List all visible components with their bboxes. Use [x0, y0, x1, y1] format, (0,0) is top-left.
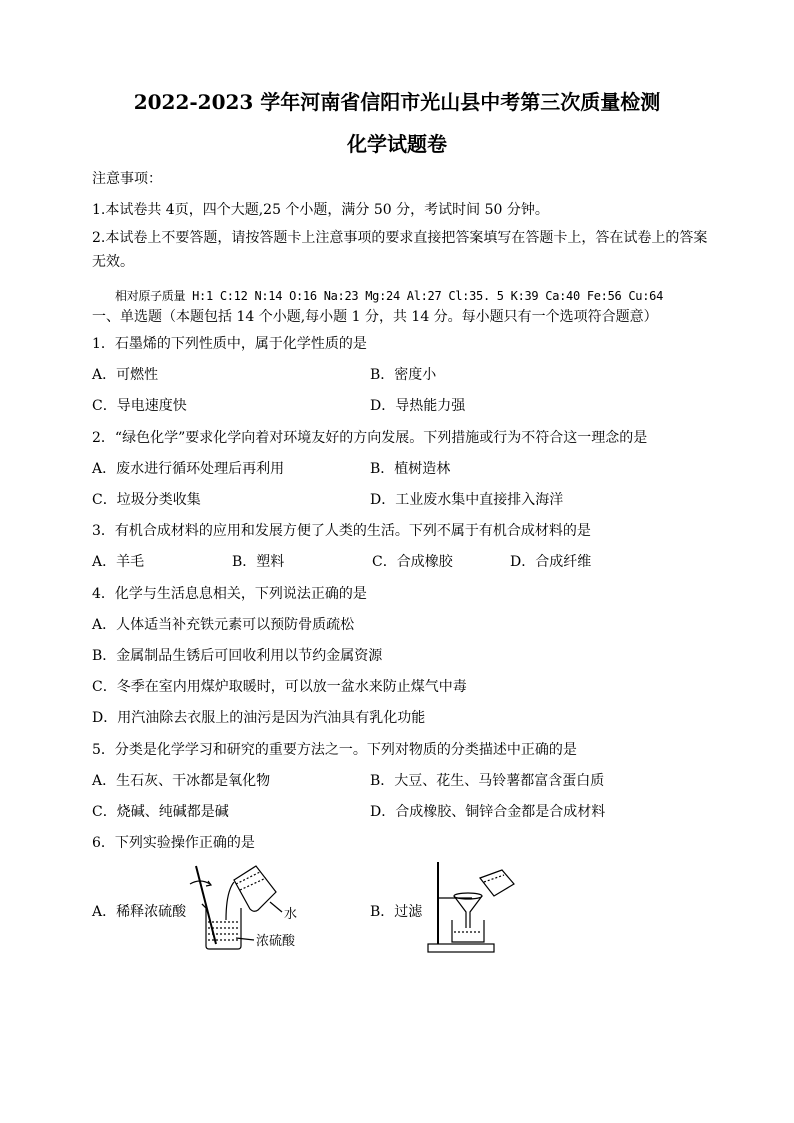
question-3-option-d: D．合成纤维	[510, 554, 592, 570]
question-2-stem: 2．“绿色化学”要求化学向着对环境友好的方向发展。下列措施或行为不符合这一理念的是	[92, 430, 648, 446]
question-5-stem: 5．分类是化学学习和研究的重要方法之一。下列对物质的分类描述中正确的是	[92, 742, 577, 758]
question-4-option-b: B．金属制品生锈后可回收利用以节约金属资源	[92, 648, 383, 664]
exam-subtitle: 化学试题卷	[347, 132, 447, 156]
notes-item-2-text: 2.本试卷上不要答题，请按答题卡上注意事项的要求直接把答案填写在答题卡上，答在试卷上的答案无效。	[92, 230, 708, 270]
question-5-option-c: C．烧碱、纯碱都是碱	[92, 804, 229, 820]
question-2-option-b: B．植树造林	[370, 461, 451, 477]
question-1-option-c: C．导电速度快	[92, 398, 187, 414]
question-1-option-a: A．可燃性	[92, 367, 159, 383]
exam-title: 2022-2023 学年河南省信阳市光山县中考第三次质量检测	[133, 90, 661, 114]
question-4-option-c: C．冬季在室内用煤炉取暖时，可以放一盆水来防止煤气中毒	[92, 679, 467, 695]
water-label: 水	[284, 907, 298, 922]
atomic-mass-line: 相对原子质量 H:1 C:12 N:14 O:16 Na:23 Mg:24 Al:27 Cl:35. 5 K:39 Ca:40 Fe:56 Cu:64	[115, 289, 663, 303]
notes-item-2	[92, 226, 712, 274]
section-1-heading: 一、单选题（本题包括 14 个小题,每小题 1 分，共 14 分。每小题只有一个选项符合题意）	[92, 309, 658, 325]
question-1-option-b: B．密度小	[370, 367, 437, 383]
question-1-option-d: D．导热能力强	[370, 398, 466, 414]
question-3-option-b: B．塑料	[232, 554, 285, 570]
question-6-stem: 6．下列实验操作正确的是	[92, 835, 255, 851]
question-3-option-c: C．合成橡胶	[372, 554, 453, 570]
question-4-option-d: D．用汽油除去衣服上的油污是因为汽油具有乳化功能	[92, 710, 426, 726]
dilution-figure	[186, 862, 312, 954]
question-5-option-a: A．生石灰、干冰都是氧化物	[92, 773, 271, 789]
question-6-option-a: A．稀释浓硫酸	[92, 904, 187, 920]
question-2-option-c: C．垃圾分类收集	[92, 492, 201, 508]
acid-label: 浓硫酸	[256, 934, 296, 949]
filtration-figure	[422, 858, 518, 956]
question-1-stem: 1．石墨烯的下列性质中，属于化学性质的是	[92, 336, 367, 352]
question-3-option-a: A．羊毛	[92, 554, 145, 570]
question-5-option-b: B．大豆、花生、马铃薯都富含蛋白质	[370, 773, 605, 789]
question-4-option-a: A．人体适当补充铁元素可以预防骨质疏松	[92, 617, 355, 633]
question-2-option-a: A．废水进行循环处理后再利用	[92, 461, 285, 477]
question-6-option-b: B．过滤	[370, 904, 423, 920]
notes-heading: 注意事项：	[92, 171, 162, 187]
question-4-stem: 4．化学与生活息息相关，下列说法正确的是	[92, 586, 367, 602]
question-3-stem: 3．有机合成材料的应用和发展方便了人类的生活。下列不属于有机合成材料的是	[92, 523, 591, 539]
question-2-option-d: D．工业废水集中直接排入海洋	[370, 492, 564, 508]
question-5-option-d: D．合成橡胶、铜锌合金都是合成材料	[370, 804, 606, 820]
notes-item-1: 1.本试卷共 4页，四个大题,25 个小题，满分 50 分，考试时间 50 分钟。	[92, 202, 549, 218]
